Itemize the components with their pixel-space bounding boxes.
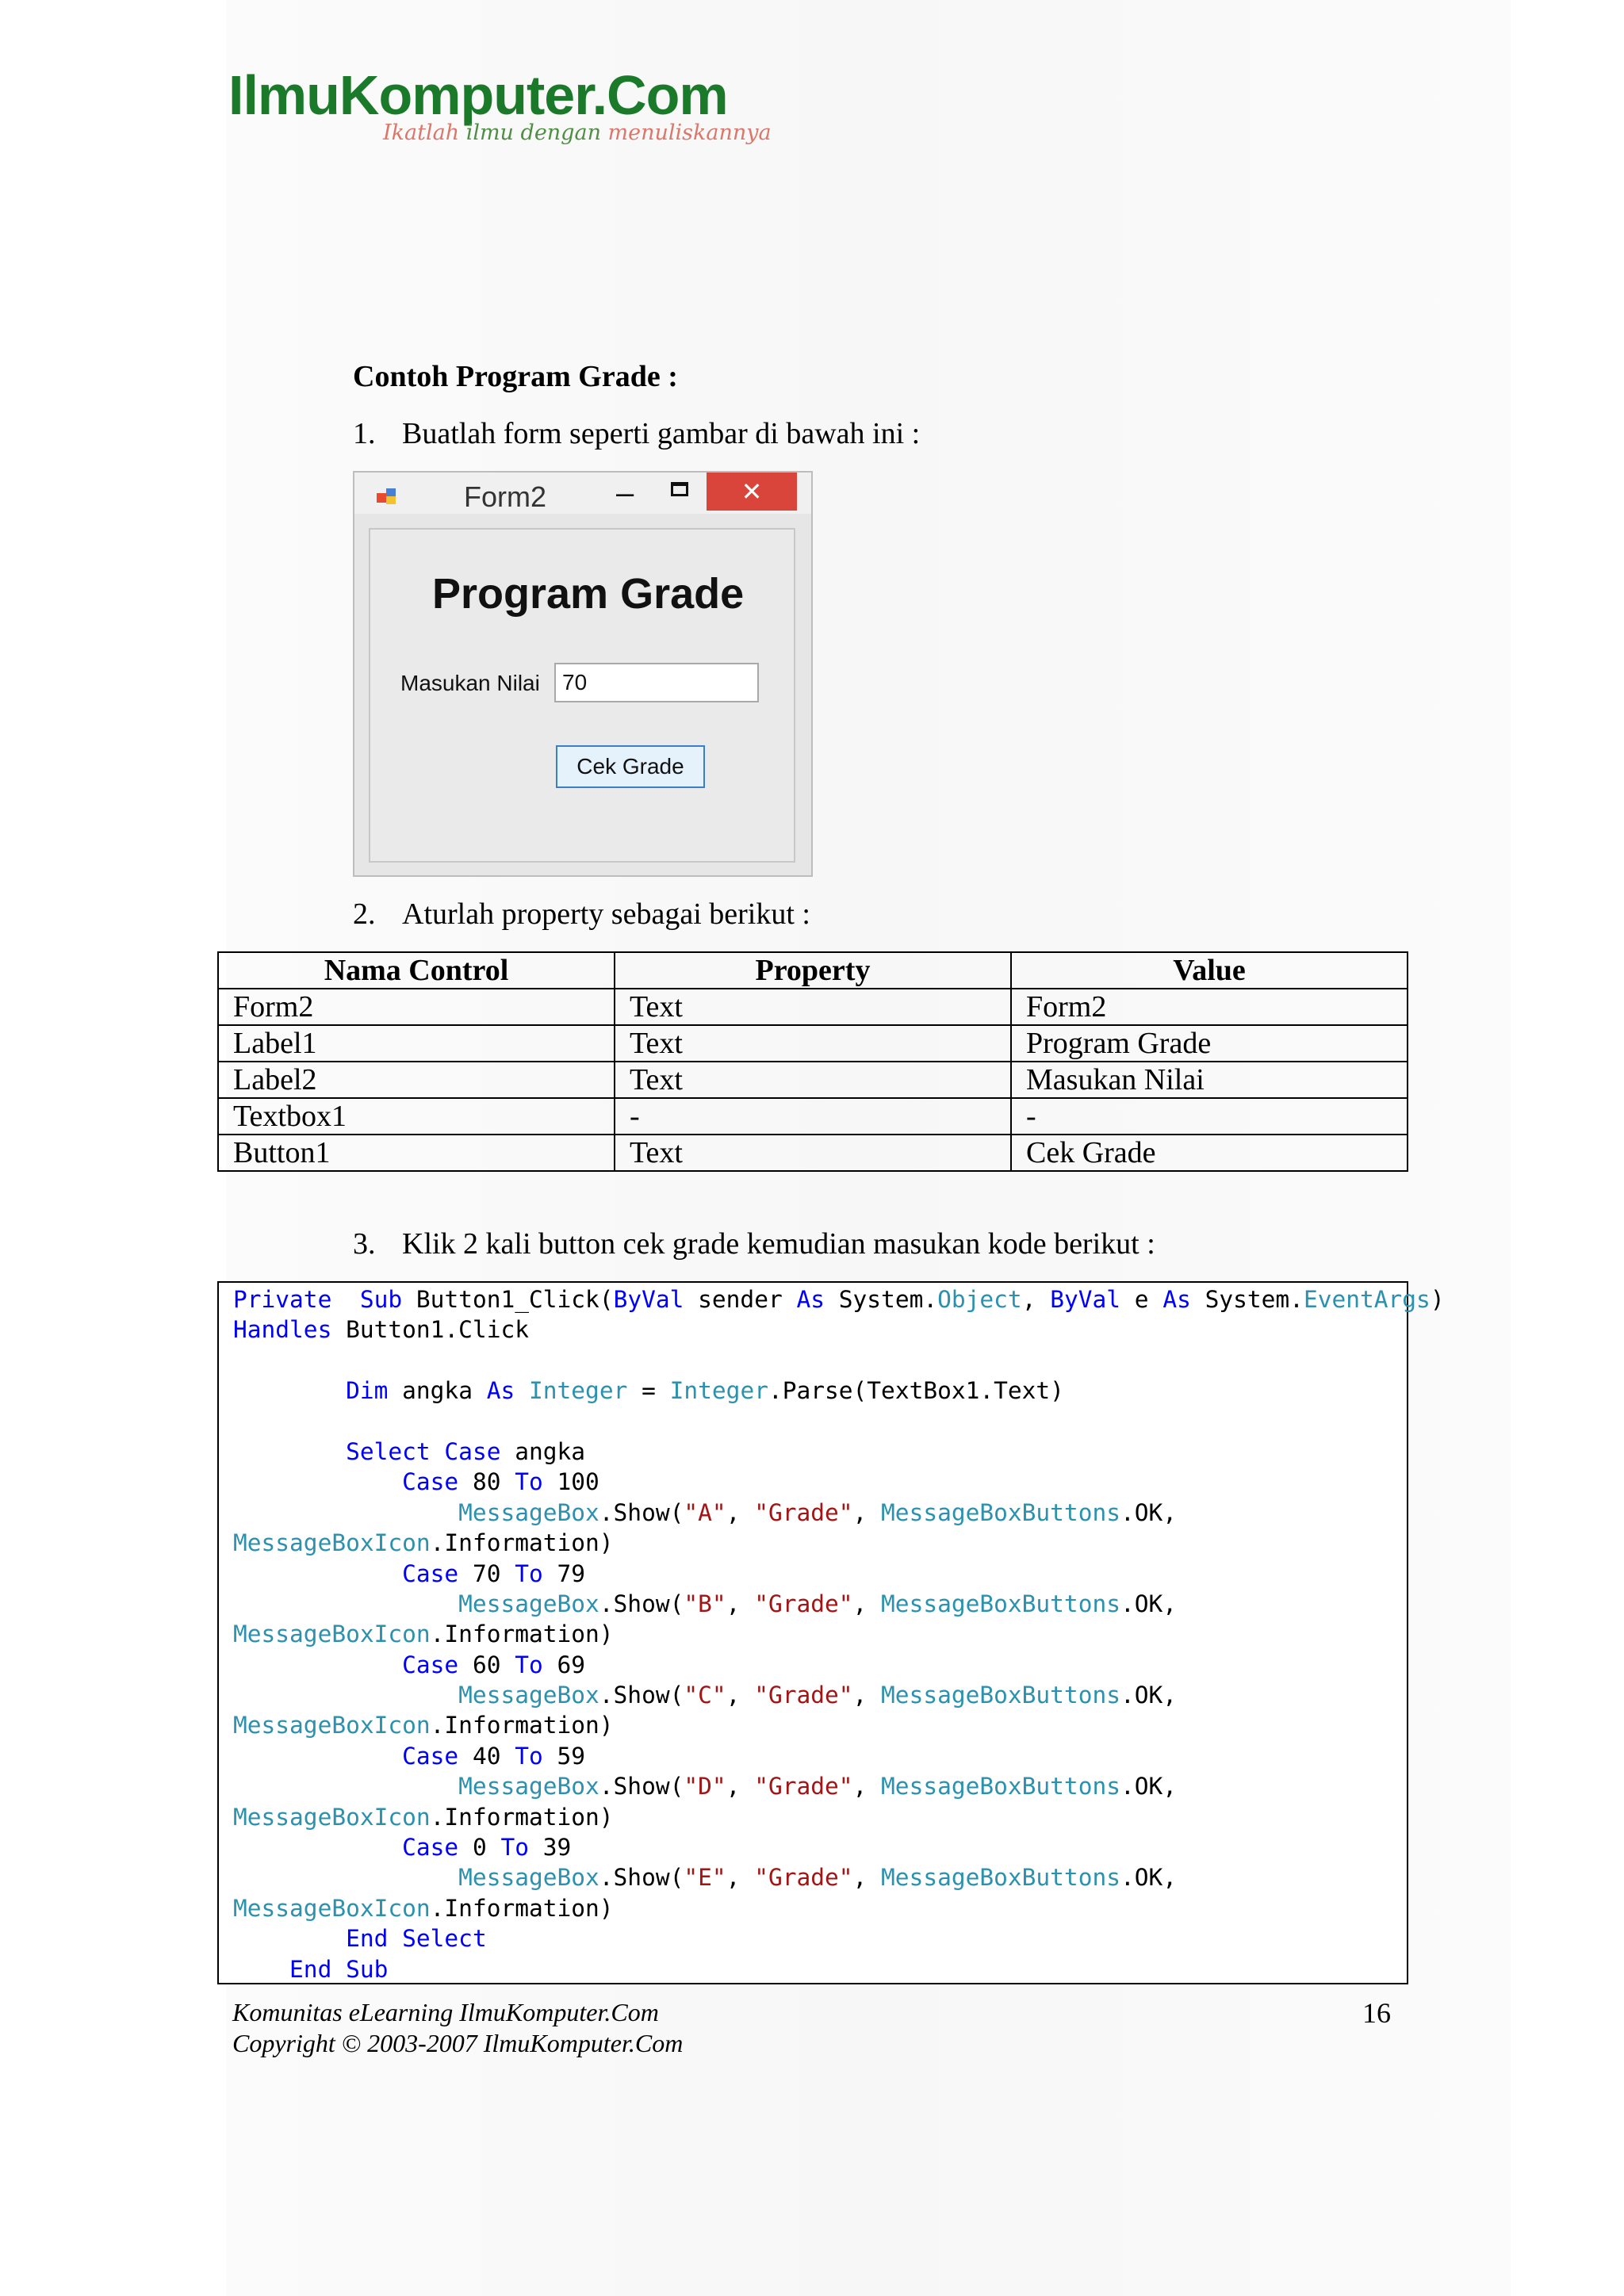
code-token: .Parse(TextBox1.Text): [768, 1377, 1064, 1405]
code-token: EventArgs: [1303, 1286, 1431, 1313]
code-token: [233, 1560, 402, 1587]
cell-property: Text: [615, 1062, 1011, 1098]
table-row: [218, 1098, 1408, 1135]
logo-tagline: [383, 121, 772, 145]
code-token: MessageBoxIcon: [233, 1621, 431, 1648]
code-token: "B": [684, 1590, 726, 1617]
code-token: ByVal: [1050, 1286, 1121, 1313]
code-token: MessageBoxIcon: [233, 1894, 431, 1922]
cell-property: Text: [615, 1025, 1011, 1062]
code-line: [233, 1862, 1407, 1892]
code-token: MessageBox: [458, 1864, 599, 1892]
step-3: [353, 1226, 1155, 1262]
code-token: 70: [458, 1559, 515, 1587]
form2-window-screenshot: [353, 471, 813, 877]
code-token: As: [486, 1377, 515, 1405]
code-token: MessageBoxButtons: [881, 1773, 1120, 1800]
code-token: ,: [726, 1773, 755, 1800]
code-line: [233, 1771, 1407, 1801]
code-token: End Sub: [289, 1955, 389, 1983]
code-token: To: [500, 1834, 530, 1862]
close-icon: ✕: [707, 473, 797, 511]
code-token: "C": [684, 1682, 726, 1709]
code-token: Handles: [233, 1316, 332, 1344]
code-token: Select Case: [346, 1437, 501, 1465]
maximize-icon: [671, 482, 688, 496]
code-token: MessageBox: [458, 1682, 599, 1709]
code-line: [233, 1802, 1407, 1832]
cell-value: Masukan Nilai: [1011, 1062, 1408, 1098]
code-token: "Grade": [754, 1773, 853, 1800]
code-token: 79: [542, 1559, 586, 1587]
code-line: [233, 1680, 1407, 1710]
code-token: .Information): [430, 1803, 614, 1831]
code-token: Private: [233, 1286, 332, 1313]
cell-property: -: [615, 1098, 1011, 1135]
code-token: ByVal: [613, 1286, 684, 1313]
code-token: [331, 1286, 360, 1313]
code-line: [233, 1923, 1407, 1954]
code-line: [233, 1314, 1407, 1345]
table-row: [218, 989, 1408, 1025]
step-2: [353, 896, 810, 932]
code-token: To: [515, 1468, 543, 1496]
code-token: Case: [402, 1742, 459, 1770]
step-text: Buatlah form seperti gambar di bawah ini :: [402, 417, 921, 450]
minimize-icon: –: [616, 476, 634, 511]
code-token: MessageBoxButtons: [881, 1864, 1120, 1892]
step-text: Aturlah property sebagai berikut :: [402, 897, 810, 931]
code-token: As: [796, 1286, 825, 1313]
table-row: [218, 1062, 1408, 1098]
code-token: ): [1430, 1286, 1445, 1313]
code-token: "Grade": [754, 1864, 853, 1892]
cell-value: Cek Grade: [1011, 1135, 1408, 1171]
header-value: Value: [1011, 952, 1408, 989]
code-line: [233, 1528, 1407, 1558]
nilai-input: 70: [554, 663, 759, 702]
header-property: Property: [615, 952, 1011, 989]
code-token: ,: [852, 1864, 882, 1892]
logo-suffix: .Com: [592, 64, 728, 126]
form-heading-label: Program Grade: [432, 570, 745, 618]
ilmukomputer-logo: [228, 62, 772, 153]
code-token: As: [1162, 1286, 1191, 1313]
code-token: System.: [825, 1286, 938, 1313]
cell-value: -: [1011, 1098, 1408, 1135]
logo-tagline-b: ilmu dengan: [465, 121, 608, 145]
code-listing: [217, 1281, 1445, 1984]
code-token: 60: [458, 1651, 515, 1678]
logo-tagline-c: menuliskannya: [607, 121, 772, 145]
footer-community: Komunitas eLearning IlmuKomputer.Com: [232, 1998, 659, 2026]
code-token: .Show(: [599, 1590, 684, 1617]
code-token: .Show(: [599, 1864, 684, 1892]
code-token: "D": [684, 1773, 726, 1800]
code-token: 69: [542, 1651, 586, 1678]
code-line: [233, 1559, 1407, 1589]
logo-brand: IlmuKomputer: [228, 64, 592, 126]
code-token: sender: [684, 1286, 797, 1313]
window-titlebar: [354, 473, 811, 514]
code-token: [233, 1590, 458, 1617]
cell-control: Textbox1: [218, 1098, 615, 1135]
cell-control: Label2: [218, 1062, 615, 1098]
code-token: "Grade": [754, 1682, 853, 1709]
code-token: 40: [458, 1742, 515, 1770]
cek-grade-button: Cek Grade: [556, 745, 705, 788]
code-token: .Show(: [599, 1682, 684, 1709]
code-token: ,: [726, 1590, 755, 1617]
code-token: To: [515, 1559, 543, 1587]
step-1: [353, 415, 920, 452]
code-token: .OK,: [1120, 1773, 1178, 1800]
code-token: MessageBoxIcon: [233, 1712, 431, 1739]
code-token: ,: [852, 1590, 882, 1617]
code-token: .OK,: [1120, 1682, 1178, 1709]
code-token: angka: [388, 1377, 487, 1405]
code-token: .Show(: [599, 1498, 684, 1526]
window-title: Form2: [464, 480, 547, 513]
code-token: .Information): [430, 1712, 614, 1739]
code-token: ,: [1021, 1286, 1051, 1313]
code-token: 39: [529, 1834, 572, 1862]
code-token: Integer: [529, 1377, 628, 1405]
step-number: 3.: [353, 1227, 376, 1261]
code-token: MessageBoxButtons: [881, 1590, 1120, 1617]
code-token: [233, 1773, 458, 1800]
code-token: "Grade": [754, 1498, 853, 1526]
code-token: Case: [402, 1468, 459, 1496]
logo-tagline-a: Ikatlah: [383, 121, 466, 145]
code-token: End Select: [346, 1925, 487, 1953]
code-line: [233, 1345, 1407, 1376]
code-token: "A": [684, 1498, 726, 1526]
code-token: MessageBoxButtons: [881, 1498, 1120, 1526]
cell-value: Form2: [1011, 989, 1408, 1025]
code-token: ,: [726, 1682, 755, 1709]
code-token: 59: [542, 1742, 586, 1770]
code-token: [233, 1468, 402, 1495]
code-token: Object: [937, 1286, 1022, 1313]
code-line: [233, 1954, 1407, 1984]
cell-value: Program Grade: [1011, 1025, 1408, 1062]
code-token: [233, 1682, 458, 1709]
code-line: [233, 1467, 1407, 1497]
cell-control: Label1: [218, 1025, 615, 1062]
nilai-label: Masukan Nilai: [400, 671, 540, 695]
code-token: [233, 1743, 402, 1770]
code-token: [233, 1438, 346, 1465]
footer-copyright: Copyright © 2003-2007 IlmuKomputer.Com: [232, 2029, 684, 2057]
code-line: [233, 1710, 1407, 1740]
cell-property: Text: [615, 989, 1011, 1025]
code-token: ,: [726, 1498, 755, 1526]
code-token: MessageBoxIcon: [233, 1529, 431, 1557]
code-token: [233, 1834, 402, 1861]
code-token: [515, 1377, 529, 1404]
code-line: [233, 1741, 1407, 1771]
cell-property: Text: [615, 1135, 1011, 1171]
step-number: 2.: [353, 897, 376, 931]
code-token: [233, 1925, 346, 1952]
code-token: .OK,: [1120, 1864, 1178, 1892]
code-line: [233, 1376, 1407, 1406]
code-token: ,: [726, 1864, 755, 1892]
code-token: ,: [852, 1682, 882, 1709]
code-token: MessageBoxButtons: [881, 1682, 1120, 1709]
code-token: 80: [458, 1468, 515, 1496]
code-token: MessageBox: [458, 1773, 599, 1800]
code-token: 0: [458, 1834, 501, 1862]
code-token: System.: [1190, 1286, 1304, 1313]
code-token: "E": [684, 1864, 726, 1892]
code-token: =: [627, 1377, 670, 1405]
code-token: [233, 1956, 289, 1983]
code-token: Button1.Click: [331, 1316, 529, 1344]
code-line: [233, 1284, 1445, 1314]
code-token: ,: [852, 1773, 882, 1800]
code-token: e: [1120, 1286, 1163, 1313]
code-token: To: [515, 1651, 543, 1678]
code-token: [233, 1651, 402, 1678]
section-heading: Contoh Program Grade :: [353, 360, 678, 393]
code-line: [233, 1498, 1407, 1528]
code-token: Case: [402, 1559, 459, 1587]
code-token: .OK,: [1120, 1498, 1178, 1526]
code-token: .Information): [430, 1621, 614, 1648]
code-token: ,: [852, 1498, 882, 1526]
table-row: [218, 1135, 1408, 1171]
code-token: MessageBox: [458, 1590, 599, 1617]
code-token: MessageBoxIcon: [233, 1803, 431, 1831]
code-token: MessageBox: [458, 1498, 599, 1526]
header-nama-control: Nama Control: [218, 952, 615, 989]
code-token: Case: [402, 1834, 459, 1862]
property-table: [217, 951, 1408, 1172]
code-token: Case: [402, 1651, 459, 1678]
code-token: 100: [542, 1468, 599, 1496]
page-number: 16: [1362, 1997, 1391, 2029]
code-token: Button1_Click(: [402, 1286, 614, 1313]
table-row: [218, 1025, 1408, 1062]
code-token: To: [515, 1742, 543, 1770]
code-token: angka: [500, 1437, 586, 1465]
code-token: [233, 1499, 458, 1526]
code-line: [233, 1619, 1407, 1649]
cell-control: Form2: [218, 989, 615, 1025]
code-token: .OK,: [1120, 1590, 1178, 1617]
code-line: [233, 1650, 1407, 1680]
code-line: [233, 1893, 1407, 1923]
code-line: [233, 1406, 1407, 1437]
form-icon: [377, 488, 400, 506]
step-number: 1.: [353, 417, 376, 450]
code-token: .Show(: [599, 1773, 684, 1800]
code-token: .Information): [430, 1529, 614, 1557]
code-token: [233, 1864, 458, 1891]
code-line: [233, 1589, 1407, 1619]
code-token: Dim: [346, 1377, 389, 1405]
code-token: "Grade": [754, 1590, 853, 1617]
code-line: [233, 1832, 1407, 1862]
step-text: Klik 2 kali button cek grade kemudian masukan kode berikut :: [402, 1227, 1155, 1261]
code-token: Integer: [669, 1377, 768, 1405]
cell-control: Button1: [218, 1135, 615, 1171]
code-line: [233, 1437, 1407, 1467]
code-token: .Information): [430, 1894, 614, 1922]
table-header-row: [218, 952, 1408, 989]
code-token: [233, 1377, 346, 1404]
window-client-area: [369, 528, 795, 863]
code-token: Sub: [359, 1286, 403, 1313]
